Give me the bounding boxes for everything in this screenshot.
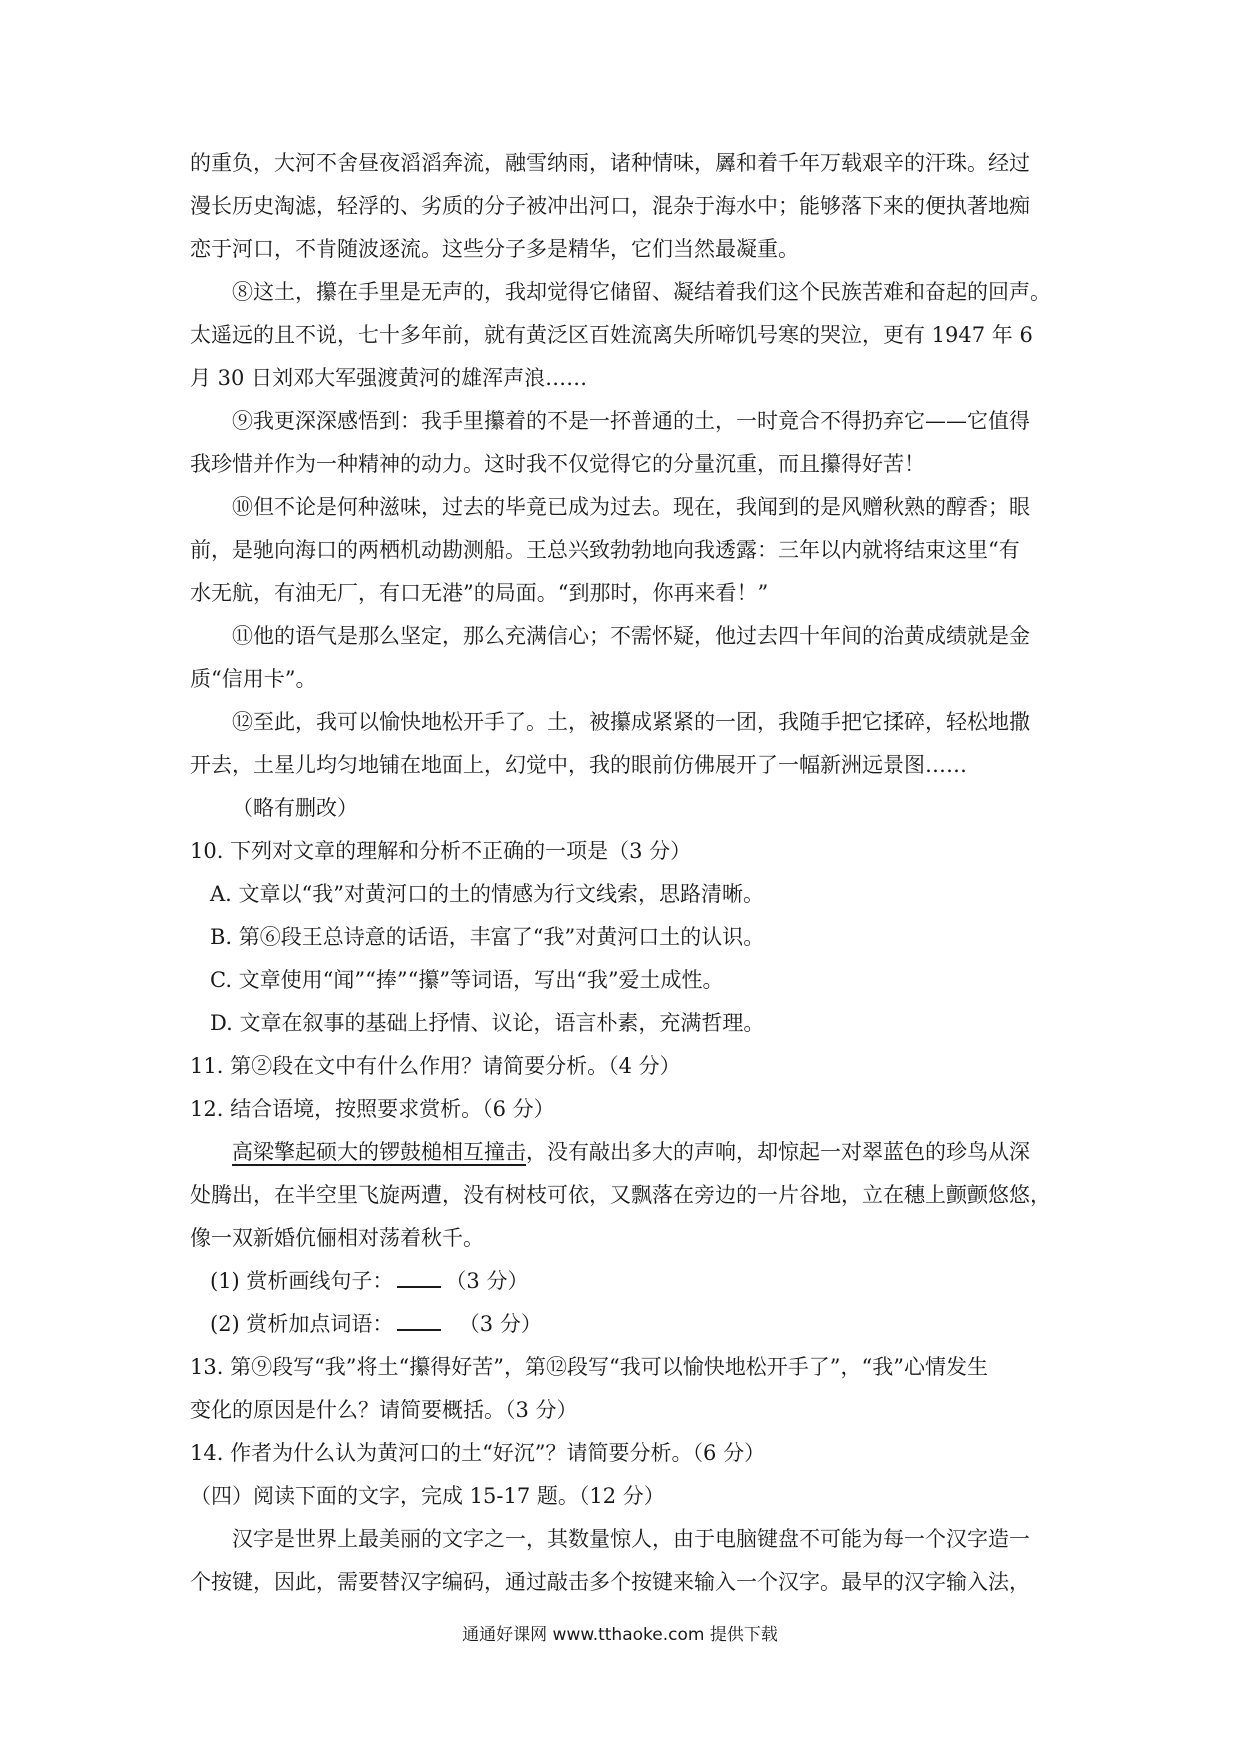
section-4-line-2: 个按键，因此，需要替汉字编码，通过敲击多个按键来输入一个汉字。最早的汉字输入法， [190, 1570, 1030, 1594]
paragraph-12-line-1: ⑫至此，我可以愉快地松开手了。土，被攥成紧紧的一团，我随手把它揉碎，轻松地撒 [232, 710, 1030, 734]
question-13-line-1: 13. 第⑨段写“我”将土“攥得好苦”，第⑫段写“我可以愉快地松开手了”，“我”心情发生 [190, 1355, 988, 1379]
question-10-option-d: D. 文章在叙事的基础上抒情、议论，语言朴素，充满哲理。 [210, 1011, 765, 1035]
question-10-option-c: C. 文章使用“闻”“捧”“攥”等词语，写出“我”爱土成性。 [210, 968, 724, 992]
paragraph-12-line-2: 开去，土星儿均匀地铺在地面上，幻觉中，我的眼前仿佛展开了一幅新洲远景图…… [190, 753, 967, 777]
paragraph-11-line-2: 质“信用卡”。 [190, 667, 317, 691]
excerpt-text: 处腾 [190, 1183, 232, 1207]
question-12-excerpt-line-2 [190, 1174, 1060, 1217]
section-4-heading: （四）阅读下面的文字，完成 15-17 题。（12 分） [190, 1484, 665, 1508]
dotted-word-chu: 出 [232, 1174, 253, 1217]
question-12-stem: 12. 结合语境，按照要求赏析。（6 分） [190, 1097, 555, 1121]
score: （3 分） [458, 1312, 542, 1336]
question-12-excerpt-line-3: 像一双新婚伉俪相对荡着秋千。 [190, 1226, 484, 1250]
question-11: 11. 第②段在文中有什么作用？请简要分析。（4 分） [190, 1054, 681, 1078]
sub-question-label: (2) 赏析加点词语： [210, 1312, 394, 1336]
question-10-option-b: B. 第⑥段王总诗意的话语，丰富了“我”对黄河口土的认识。 [210, 925, 765, 949]
question-12-sub-1 [190, 1260, 1060, 1303]
paragraph-8-line-1: ⑧这土，攥在手里是无声的，我却觉得它储留、凝结着我们这个民族苦难和奋起的回声。 [232, 280, 1051, 304]
paragraph-7-line-2: 漫长历史淘滤，轻浮的、劣质的分子被冲出河口，混杂于海水中；能够落下来的便执著地痴 [190, 194, 1030, 218]
paragraph-9-line-1: ⑨我更深深感悟到：我手里攥着的不是一抔普通的土，一时竟合不得扔弃它——它值得 [232, 409, 1030, 433]
question-12-sub-2 [190, 1303, 1060, 1346]
question-14: 14. 作者为什么认为黄河口的土“好沉”？请简要分析。（6 分） [190, 1441, 766, 1465]
excerpt-text: ，在半空里飞旋两遭，没有树枝可依，又飘 [253, 1183, 652, 1207]
paragraph-10-line-3: 水无航，有油无厂，有口无港”的局面。“到那时，你再来看！” [190, 581, 769, 605]
revision-note: （略有删改） [232, 796, 358, 820]
underlined-sentence: 高梁擎起硕大的锣鼓槌相互撞击 [232, 1140, 526, 1164]
question-10-stem: 10. 下列对文章的理解和分析不正确的一项是（3 分） [190, 839, 692, 863]
dotted-word-luo: 落 [652, 1174, 673, 1217]
excerpt-text: ，没有敲出多大的声响，却惊起一对翠蓝色的珍鸟从深 [526, 1140, 1030, 1164]
question-10-option-a: A. 文章以“我”对黄河口的土的情感为行文线索，思路清晰。 [210, 882, 764, 906]
paragraph-10-line-2: 前，是驰向海口的两栖机动勘测船。王总兴致勃勃地向我透露：三年以内就将结束这里“有 [190, 538, 1020, 562]
sub-question-label: (1) 赏析画线句子： [210, 1269, 394, 1293]
answer-blank[interactable] [397, 1311, 441, 1331]
section-4-line-1: 汉字是世界上最美丽的文字之一，其数量惊人，由于电脑键盘不可能为每一个汉字造一 [232, 1527, 1030, 1551]
answer-blank[interactable] [397, 1268, 441, 1288]
question-12-excerpt-line-1 [190, 1131, 1060, 1174]
paragraph-8-line-2: 太遥远的且不说，七十多年前，就有黄泛区百姓流离失所啼饥号寒的哭泣，更有 1947 年 6 [190, 323, 1033, 347]
paragraph-9-line-2: 我珍惜并作为一种精神的动力。这时我不仅觉得它的分量沉重，而且攥得好苦！ [190, 452, 925, 476]
excerpt-text: 在旁边的一片谷地，立在穗上颤颤悠悠， [673, 1183, 1051, 1207]
page-footer: 通通好课网 www.tthaoke.com 提供下载 [462, 1625, 778, 1645]
paragraph-8-line-3: 月 30 日刘邓大军强渡黄河的雄浑声浪…… [190, 366, 588, 390]
score: （3 分） [445, 1269, 529, 1293]
paragraph-7-line-3: 恋于河口，不肯随波逐流。这些分子多是精华，它们当然最凝重。 [190, 237, 799, 261]
question-13-line-2: 变化的原因是什么？请简要概括。（3 分） [190, 1398, 578, 1422]
paragraph-10-line-1: ⑩但不论是何种滋味，过去的毕竟已成为过去。现在，我闻到的是风赠秋熟的醇香；眼 [232, 495, 1030, 519]
paragraph-7-line-1: 的重负，大河不舍昼夜滔滔奔流，融雪纳雨，诸种情味，羼和着千年万载艰辛的汗珠。经过 [190, 151, 1030, 175]
document-body [190, 142, 1060, 1604]
paragraph-11-line-1: ⑪他的语气是那么坚定，那么充满信心；不需怀疑，他过去四十年间的治黄成绩就是金 [232, 624, 1030, 648]
